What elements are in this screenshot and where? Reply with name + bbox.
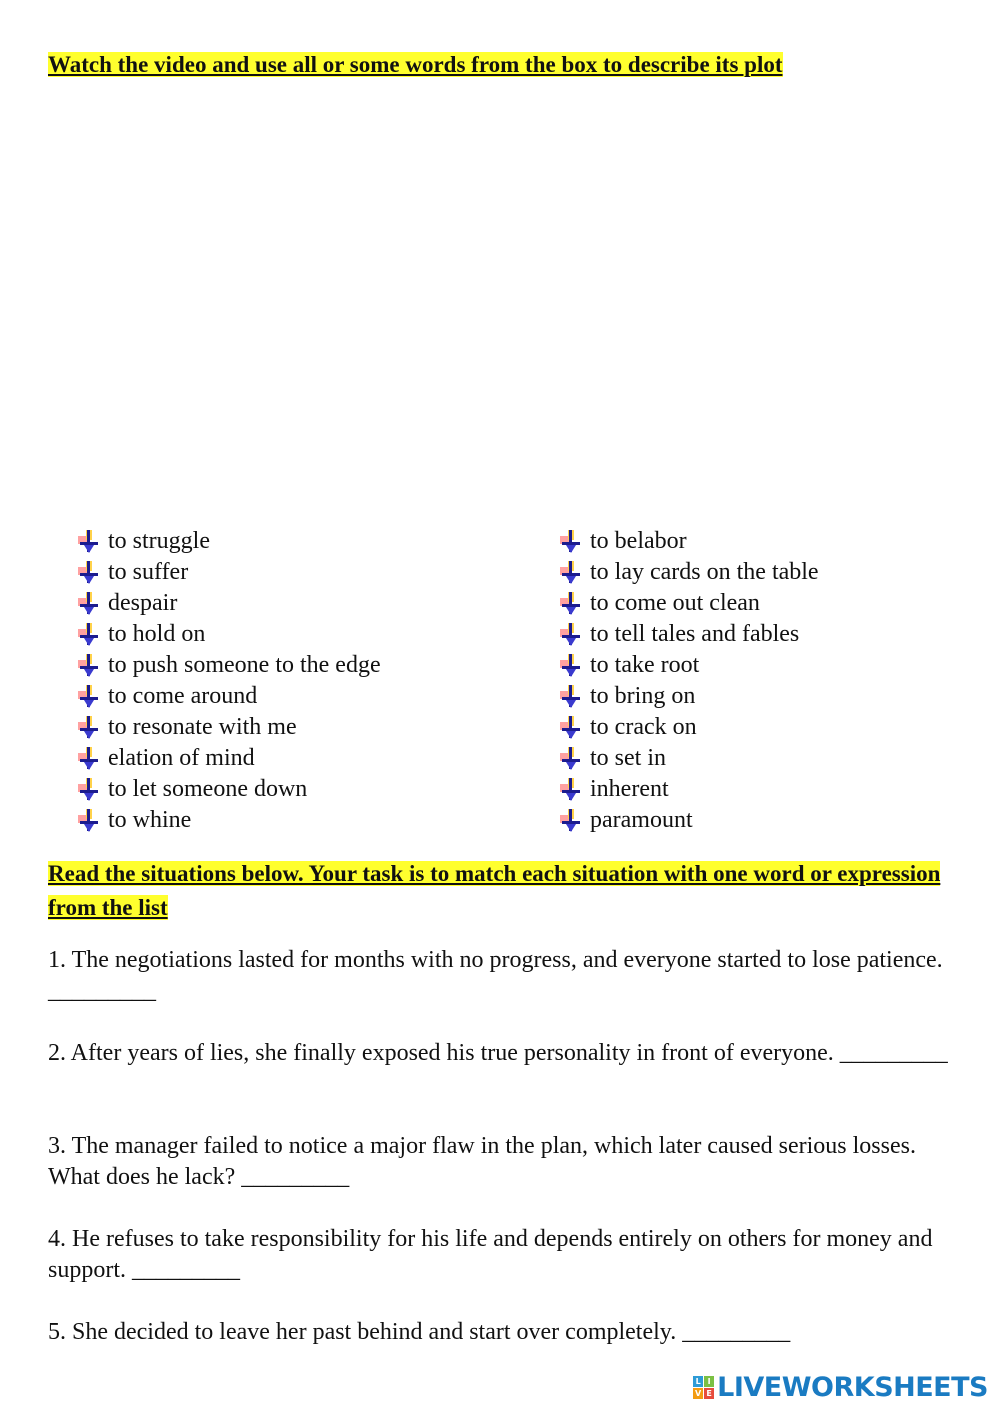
word-list-item [560,681,819,712]
arrow-bullet-icon [560,685,582,709]
situation-5: 5. She decided to leave her past behind and start over completely. _________ [48,1319,791,1345]
word-list-left [78,526,381,836]
arrow-bullet-icon [78,747,100,771]
arrow-bullet-icon [560,716,582,740]
arrow-bullet-icon [560,623,582,647]
situation-4: 4. He refuses to take responsibility for his life and depends entirely on others for money and support. _________ [48,1226,933,1283]
arrow-bullet-icon [78,685,100,709]
word-text: to set in [590,745,666,771]
video-placeholder[interactable] [48,100,948,510]
arrow-bullet-icon [78,716,100,740]
arrow-bullet-icon [560,561,582,585]
word-text: to belabor [590,528,687,554]
word-text: to resonate with me [108,714,297,740]
word-list-item [560,650,819,681]
word-list-item [560,805,819,836]
word-text: elation of mind [108,745,255,771]
arrow-bullet-icon [560,654,582,678]
word-list-item [560,774,819,805]
logo-mark-icon: L I V E [693,1376,714,1399]
word-list-item [78,712,381,743]
word-text: to lay cards on the table [590,559,819,585]
arrow-bullet-icon [78,592,100,616]
word-list-item [560,557,819,588]
arrow-bullet-icon [78,561,100,585]
arrow-bullet-icon [78,530,100,554]
word-list-item [78,805,381,836]
arrow-bullet-icon [78,623,100,647]
word-text: inherent [590,776,669,802]
arrow-bullet-icon [560,778,582,802]
word-list-item [560,712,819,743]
word-list-item [560,619,819,650]
word-text: to crack on [590,714,697,740]
situation-2: 2. After years of lies, she finally exposed his true personality in front of everyone. _________ [48,1040,948,1066]
word-text: to bring on [590,683,696,709]
word-list-item [560,743,819,774]
word-text: to hold on [108,621,206,647]
word-text: to struggle [108,528,210,554]
arrow-bullet-icon [78,654,100,678]
arrow-bullet-icon [560,809,582,833]
word-list-item [78,557,381,588]
word-list-item [78,619,381,650]
word-text: to whine [108,807,192,833]
word-text: to let someone down [108,776,308,802]
instruction-heading-situations: Read the situations below. Your task is to match each situation with one word or expression from the list [48,861,941,920]
word-list-item [78,774,381,805]
situation-1: 1. The negotiations lasted for months with no progress, and everyone started to lose patience. _________ [48,947,943,1004]
word-text: to tell tales and fables [590,621,800,647]
word-list-item [78,743,381,774]
liveworksheets-logo[interactable] [693,1372,988,1403]
situation-3: 3. The manager failed to notice a major flaw in the plan, which later caused serious losses. What does he lack? _________ [48,1133,916,1190]
word-text: despair [108,590,178,616]
arrow-bullet-icon [78,778,100,802]
word-list-item [78,526,381,557]
word-list-right [560,526,819,836]
word-list-item [560,526,819,557]
word-text: to come around [108,683,258,709]
arrow-bullet-icon [560,530,582,554]
word-list-item [78,650,381,681]
word-text: to push someone to the edge [108,652,381,678]
word-text: paramount [590,807,693,833]
arrow-bullet-icon [560,747,582,771]
logo-text: LIVEWORKSHEETS [717,1372,988,1403]
word-text: to come out clean [590,590,760,616]
word-list-item [78,681,381,712]
word-text: to suffer [108,559,189,585]
word-text: to take root [590,652,700,678]
arrow-bullet-icon [78,809,100,833]
instruction-heading-video: Watch the video and use all or some words from the box to describe its plot [48,52,783,77]
word-list-item [78,588,381,619]
word-list-item [560,588,819,619]
arrow-bullet-icon [560,592,582,616]
